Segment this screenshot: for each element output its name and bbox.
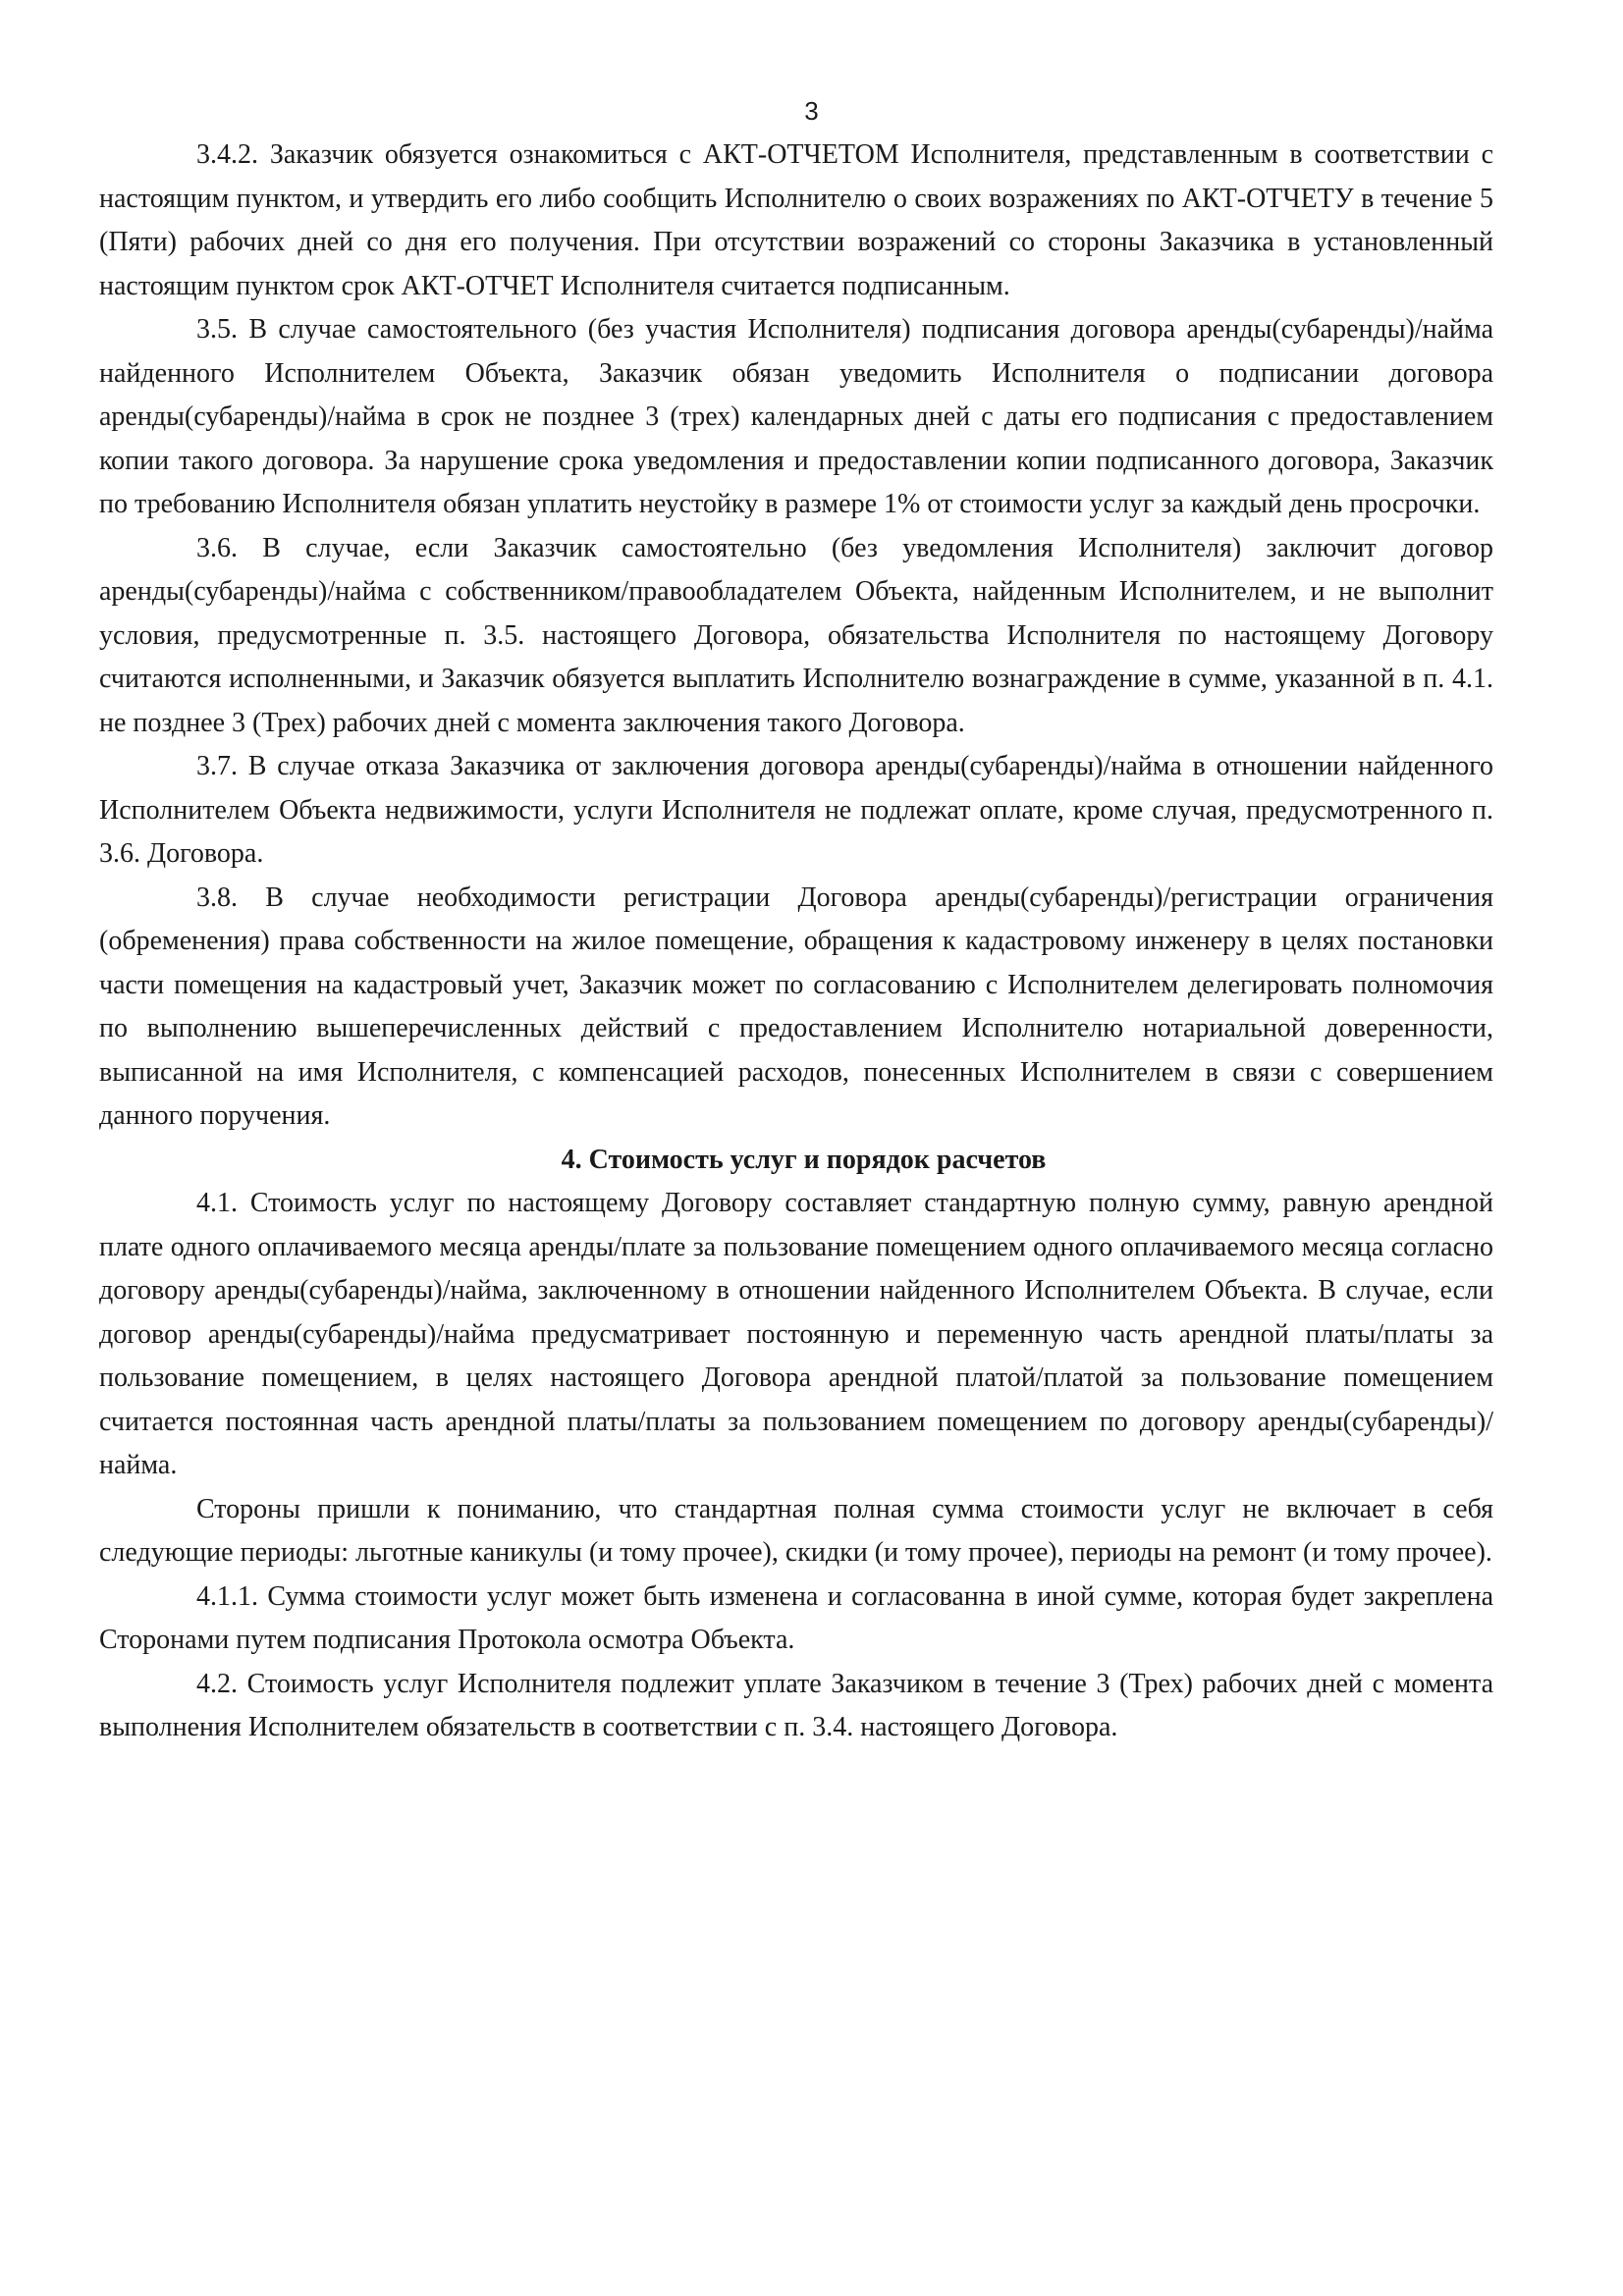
paragraph-3-5: 3.5. В случае самостоятельного (без участия Исполнителя) подписания договора аренды(субаренды)/найма найденного Исполнителем Объекта, Заказчик обязан уведомить Исполнителя о подписании договора аренды(субаренды)/найма в срок не позднее 3 (трех) календарных дней с даты его подписания с предоставлением копии такого договора. За нарушение срока уведомления и предоставлении копии подписанного договора, Заказчик по требованию Исполнителя обязан уплатить неустойку в размере 1% от стоимости услуг за каждый день просрочки.	[99, 314, 1493, 519]
section-4-heading: 4. Стоимость услуг и порядок расчетов	[561, 1144, 1047, 1175]
paragraph-3-7: 3.7. В случае отказа Заказчика от заключения договора аренды(субаренды)/найма в отношении найденного Исполнителем Объекта недвижимости, услуги Исполнителя не подлежат оплате, кроме случая, предусмотренного п. 3.6. Договора.	[99, 751, 1493, 869]
paragraph-4-1: 4.1. Стоимость услуг по настоящему Договору составляет стандартную полную сумму, равную арендной плате одного оплачиваемого месяца аренды/плате за пользование помещением одного оплачиваемого месяца согласно договору аренды(субаренды)/найма, заключенному в отношении найденного Исполнителем Объекта. В случае, если договор аренды(субаренды)/найма предусматривает постоянную и переменную часть арендной платы/платы за пользование помещением, в целях настоящего Договора арендной платой/платой за пользование помещением считается постоянная часть арендной платы/платы за пользованием помещением по договору аренды(субаренды)/найма.	[99, 1188, 1493, 1480]
paragraph-3-4-2: 3.4.2. Заказчик обязуется ознакомиться с АКТ-ОТЧЕТОМ Исполнителя, представленным в соответствии с настоящим пунктом, и утвердить его либо сообщить Исполнителю о своих возражениях по АКТ-ОТЧЕТУ в течение 5 (Пяти) рабочих дней со дня его получения. При отсутствии возражений со стороны Заказчика в установленный настоящим пунктом срок АКТ-ОТЧЕТ Исполнителя считается подписанным.	[99, 139, 1493, 301]
paragraph-4-2: 4.2. Стоимость услуг Исполнителя подлежит уплате Заказчиком в течение 3 (Трех) рабочих дней с момента выполнения Исполнителем обязательств в соответствии с п. 3.4. настоящего Договора.	[99, 1668, 1493, 1742]
page-number: 3	[804, 96, 819, 126]
document-body	[99, 133, 1493, 1750]
paragraph-3-8: 3.8. В случае необходимости регистрации Договора аренды(субаренды)/регистрации ограничения (обременения) права собственности на жилое помещение, обращения к кадастровому инженеру в целях постановки части помещения на кадастровый учет, Заказчик может по согласованию с Исполнителем делегировать полномочия по выполнению вышеперечисленных действий с предоставлением Исполнителю нотариальной доверенности, выписанной на имя Исполнителя, с компенсацией расходов, понесенных Исполнителем в связи с совершением данного поручения.	[99, 881, 1493, 1131]
paragraph-3-6: 3.6. В случае, если Заказчик самостоятельно (без уведомления Исполнителя) заключит договор аренды(субаренды)/найма с собственником/правообладателем Объекта, найденным Исполнителем, и не выполнит условия, предусмотренные п. 3.5. настоящего Договора, обязательства Исполнителя по настоящему Договору считаются исполненными, и Заказчик обязуется выплатить Исполнителю вознаграждение в сумме, указанной в п. 4.1. не позднее 3 (Трех) рабочих дней с момента заключения такого Договора.	[99, 532, 1493, 738]
paragraph-4-1-note: Стороны пришли к пониманию, что стандартная полная сумма стоимости услуг не включает в себя следующие периоды: льготные каникулы (и тому прочее), скидки (и тому прочее), периоды на ремонт (и тому прочее).	[99, 1493, 1493, 1568]
paragraph-4-1-1: 4.1.1. Сумма стоимости услуг может быть изменена и согласованна в иной сумме, которая будет закреплена Сторонами путем подписания Протокола осмотра Объекта.	[99, 1580, 1493, 1655]
